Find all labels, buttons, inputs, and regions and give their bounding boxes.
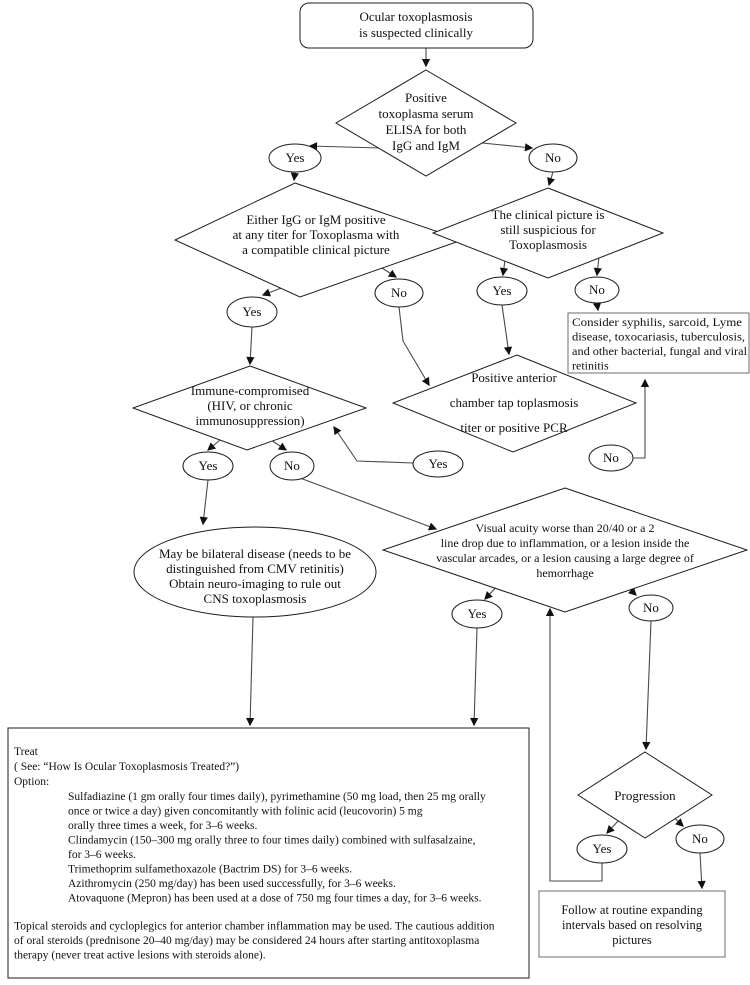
node-follow-up (539, 891, 725, 957)
serum-elisa-text: IgG and IgM (392, 138, 460, 153)
edge-yes5-to-bilateral (203, 480, 208, 524)
edge-progression-to-yes7 (607, 820, 619, 833)
treat-option-text: orally three times a week, for 3–6 weeks. (68, 820, 258, 832)
igg-igm-titer-text: at any titer for Toxoplasma with (232, 227, 400, 242)
anterior-chamber-text: titer or positive PCR (460, 420, 568, 435)
clinical-suspicion-text: The clinical picture is (491, 207, 605, 222)
node-bilateral-disease (134, 527, 376, 617)
visual-acuity-text: vascular arcades, or a lesion causing a large degree of (436, 551, 694, 565)
consider-other-text: disease, toxocariasis, tuberculosis, (572, 329, 745, 344)
immune-compromised-text: Immune-compromised (190, 383, 310, 398)
immune-compromised-text: immunosuppression) (195, 413, 305, 428)
no-label: No (603, 450, 619, 465)
start-text: is suspected clinically (358, 25, 474, 40)
follow-up-text: Follow at routine expanding (561, 903, 703, 917)
treat-text: Option: (14, 776, 50, 788)
visual-acuity-text: hemorrhage (536, 566, 594, 580)
anterior-chamber-text: Positive anterior (471, 370, 557, 385)
edge-no2-to-chamber (399, 307, 429, 385)
clinical-suspicion-text: Toxoplasmosis (509, 237, 587, 252)
edge-no6-to-progression (646, 621, 651, 749)
yes-label: Yes (198, 458, 218, 473)
node-serum-elisa (336, 70, 516, 176)
treat-text: therapy (never treat active lesions with steroids alone). (14, 949, 266, 962)
yes-label: Yes (492, 283, 512, 298)
node-progression (578, 752, 712, 838)
treat-text: Treat (14, 746, 38, 758)
edge-elisa-to-no1 (482, 143, 532, 148)
yes-label: Yes (285, 150, 305, 165)
progression-text: Progression (614, 788, 676, 803)
node-clinical-suspicion (433, 188, 663, 278)
edge-yes2-to-immune (250, 327, 252, 364)
visual-acuity-text: Visual acuity worse than 20/40 or a 2 (475, 521, 655, 535)
no-label: No (692, 831, 708, 846)
serum-elisa-text: toxoplasma serum (378, 106, 474, 121)
immune-compromised-text: (HIV, or chronic (207, 398, 293, 413)
treat-option-text: Azithromycin (250 mg/day) has been used successfully, for 3–6 weeks. (68, 878, 396, 890)
yes-label: Yes (592, 841, 612, 856)
visual-acuity-diamond (383, 488, 747, 612)
edge-suspicion-to-no3 (597, 257, 599, 275)
edge-elisa-to-yes1 (310, 146, 380, 148)
bilateral-disease-text: May be bilateral disease (needs to be (158, 546, 352, 561)
follow-up-text: intervals based on resolving (562, 918, 702, 932)
treat-option-text: Clindamycin (150–300 mg orally three to four times daily) combined with sulfasalzaine, (68, 834, 476, 847)
consider-other-text: Consider syphilis, sarcoid, Lyme (572, 315, 742, 329)
node-consider-other (568, 313, 749, 373)
yes-label: Yes (242, 304, 262, 319)
node-visual-acuity (383, 488, 747, 612)
node-igg-igm-titer (175, 183, 462, 297)
anterior-chamber-text: chamber tap toplasmosis (449, 395, 579, 410)
edge-no4-to-consider (633, 380, 645, 458)
edge-yes4-to-immune (334, 427, 413, 463)
treat-text: of oral steroids (prednisone 20–40 mg/day) may be considered 24 hours after starting antitoxoplasma (14, 935, 480, 947)
serum-elisa-text: Positive (405, 90, 447, 105)
treat-option-text: Atovaquone (Mepron) has been used at a dose of 750 mg four times a day, for 3–6 weeks. (68, 892, 482, 905)
edge-immune-to-yes5 (208, 440, 220, 450)
node-immune-compromised (133, 366, 366, 450)
bilateral-disease-text: Obtain neuro-imaging to rule out (169, 576, 341, 591)
yes-label: Yes (467, 606, 487, 621)
treat-text: ( See: “How Is Ocular Toxoplasmosis Treated?”) (14, 761, 240, 773)
follow-up-text: pictures (612, 933, 652, 947)
bilateral-disease-text: distinguished from CMV retinitis) (166, 561, 344, 576)
visual-acuity-text: line drop due to inflammation, or a lesion inside the (440, 536, 690, 550)
consider-other-text: retinitis (572, 358, 609, 373)
treat-option-text: Trimethoprim sulfamethoxazole (Bactrim DS) for 3–6 weeks. (68, 863, 353, 876)
consider-other-text: and other bacterial, fungal and viral (572, 344, 748, 358)
treat-text: Topical steroids and cycloplegics for anterior chamber inflammation may be used. The cautious addition (14, 920, 495, 933)
no-label: No (643, 600, 659, 615)
igg-igm-titer-text: Either IgG or IgM positive (246, 212, 386, 227)
serum-elisa-text: ELISA for both (385, 122, 467, 137)
yes-label: Yes (428, 456, 448, 471)
bilateral-disease-text: CNS toxoplasmosis (203, 591, 307, 606)
no-label: No (391, 285, 407, 300)
treat-option-text: Sulfadiazine (1 gm orally four times daily), pyrimethamine (50 mg load, then 25 mg orally (68, 791, 486, 803)
start-text: Ocular toxoplasmosis (359, 9, 473, 24)
edge-no5-to-acuity (300, 478, 436, 529)
no-label: No (284, 458, 300, 473)
treat-option-text: once or twice a day) given concomitantly with folinic acid (leucovorin) 5 mg (68, 805, 423, 818)
edge-no7-to-follow (700, 853, 702, 888)
clinical-suspicion-text: still suspicious for (500, 222, 596, 237)
edge-bilateral-to-treat (250, 617, 253, 725)
igg-igm-titer-text: a compatible clinical picture (242, 242, 390, 257)
edge-yes3-to-chamber (502, 305, 509, 354)
edge-no3-to-consider (597, 303, 598, 310)
node-treat (8, 728, 529, 978)
node-start (300, 3, 533, 48)
edge-suspicion-to-yes3 (503, 260, 505, 275)
edge-no1-to-suspicion (549, 172, 553, 185)
no-label: No (589, 282, 605, 297)
edge-yes6-to-treat (474, 628, 477, 725)
treat-option-text: for 3–6 weeks. (68, 849, 137, 861)
no-label: No (545, 150, 561, 165)
edge-titer-to-no2 (382, 268, 396, 277)
edge-yes1-to-titer (294, 172, 295, 180)
